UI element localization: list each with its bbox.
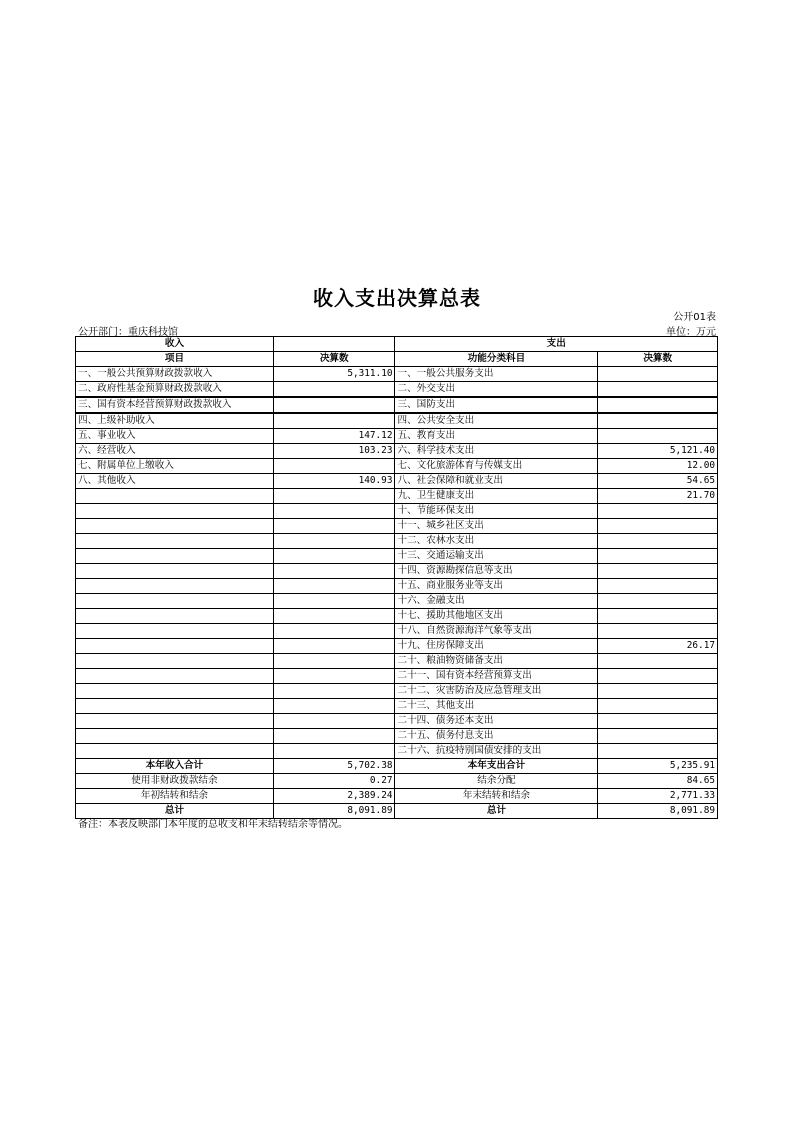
income-item: [76, 504, 274, 519]
income-amount: [273, 669, 395, 684]
income-item: [76, 579, 274, 594]
income-item: [76, 684, 274, 699]
table-row: [76, 504, 718, 519]
expense-amount: [598, 519, 718, 534]
table-row: [76, 444, 718, 459]
income-item: [76, 609, 274, 624]
table-row: [76, 549, 718, 564]
income-item: [76, 654, 274, 669]
expense-amount: [598, 624, 718, 639]
expense-item: 二十四、债务还本支出: [395, 714, 598, 729]
total-income-amount: 2,389.24: [273, 789, 395, 804]
header-row-2: [76, 352, 718, 367]
department-label: 公开部门：重庆科技馆: [78, 327, 178, 338]
total-row: [76, 789, 718, 804]
table-row: [76, 397, 718, 413]
expense-item: 十八、自然资源海洋气象等支出: [395, 624, 598, 639]
table-row: [76, 382, 718, 398]
expense-item: 七、文化旅游体育与传媒支出: [395, 459, 598, 474]
page-title: 收入支出决算总表: [313, 286, 481, 310]
income-item: 六、经营收入: [76, 444, 274, 459]
expense-amount: [598, 367, 718, 382]
expense-header: 支出: [395, 337, 718, 352]
income-item: 一、一般公共预算财政拨款收入: [76, 367, 274, 382]
table-row: [76, 459, 718, 474]
income-item: [76, 564, 274, 579]
expense-item: 二十三、其他支出: [395, 699, 598, 714]
amount-header-2: 决算数: [598, 352, 718, 367]
income-item: 二、政府性基金预算财政拨款收入: [76, 382, 274, 398]
table-row: [76, 519, 718, 534]
income-header: 收入: [76, 337, 274, 352]
expense-amount: [598, 729, 718, 744]
income-item: [76, 489, 274, 504]
income-amount: [273, 534, 395, 549]
expense-item: 十七、援助其他地区支出: [395, 609, 598, 624]
income-item: 三、国有资本经营预算财政拨款收入: [76, 397, 274, 413]
expense-item: 九、卫生健康支出: [395, 489, 598, 504]
expense-amount: [598, 549, 718, 564]
expense-item: 十五、商业服务业等支出: [395, 579, 598, 594]
total-income-label: 年初结转和结余: [76, 789, 274, 804]
total-expense-amount: 84.65: [598, 774, 718, 789]
income-amount: [273, 594, 395, 609]
income-item: [76, 639, 274, 654]
header-blank: [273, 337, 395, 352]
income-amount: [273, 684, 395, 699]
expense-amount: [598, 714, 718, 729]
expense-item: 十二、农林水支出: [395, 534, 598, 549]
total-income-amount: 8,091.89: [273, 804, 395, 819]
total-row: [76, 774, 718, 789]
expense-item: 二十六、抗疫特别国债安排的支出: [395, 744, 598, 759]
income-amount: [273, 744, 395, 759]
footnote: 备注：本表反映部门本年度的总收支和年末结转结余等情况。: [78, 819, 348, 830]
expense-item: 三、国防支出: [395, 397, 598, 413]
expense-amount: 21.70: [598, 489, 718, 504]
expense-amount: [598, 413, 718, 429]
total-income-label: 使用非财政拨款结余: [76, 774, 274, 789]
expense-item: 二十、粮油物资储备支出: [395, 654, 598, 669]
expense-item: 五、教育支出: [395, 429, 598, 444]
total-expense-label: 结余分配: [395, 774, 598, 789]
income-amount: [273, 639, 395, 654]
income-amount: [273, 382, 395, 398]
income-amount: 5,311.10: [273, 367, 395, 382]
total-expense-amount: 2,771.33: [598, 789, 718, 804]
expense-item: 十六、金融支出: [395, 594, 598, 609]
income-amount: [273, 397, 395, 413]
income-amount: [273, 609, 395, 624]
income-amount: [273, 549, 395, 564]
total-expense-amount: 5,235.91: [598, 759, 718, 774]
expense-amount: [598, 699, 718, 714]
expense-amount: [598, 397, 718, 413]
expense-amount: 5,121.40: [598, 444, 718, 459]
income-item: [76, 594, 274, 609]
income-amount: 140.93: [273, 474, 395, 489]
expense-amount: [598, 579, 718, 594]
table-row: [76, 367, 718, 382]
income-item: [76, 699, 274, 714]
expense-item: 八、社会保障和就业支出: [395, 474, 598, 489]
total-income-amount: 5,702.38: [273, 759, 395, 774]
form-number: 公开01表: [673, 312, 716, 323]
table-row: [76, 669, 718, 684]
total-expense-label: 本年支出合计: [395, 759, 598, 774]
item-header: 项目: [76, 352, 274, 367]
income-amount: [273, 714, 395, 729]
total-expense-amount: 8,091.89: [598, 804, 718, 819]
total-expense-label: 年末结转和结余: [395, 789, 598, 804]
total-expense-label: 总计: [395, 804, 598, 819]
expense-amount: [598, 609, 718, 624]
expense-item: 四、公共安全支出: [395, 413, 598, 429]
income-item: [76, 624, 274, 639]
table-row: [76, 564, 718, 579]
income-amount: 103.23: [273, 444, 395, 459]
expense-item: 十三、交通运输支出: [395, 549, 598, 564]
table-row: [76, 654, 718, 669]
table-row: [76, 534, 718, 549]
expense-amount: 54.65: [598, 474, 718, 489]
budget-table: [75, 336, 718, 819]
expense-amount: [598, 684, 718, 699]
income-item: [76, 714, 274, 729]
income-item: 五、事业收入: [76, 429, 274, 444]
expense-amount: [598, 594, 718, 609]
table-row: [76, 729, 718, 744]
income-amount: [273, 579, 395, 594]
income-item: 四、上级补助收入: [76, 413, 274, 429]
table-row: [76, 429, 718, 444]
income-amount: [273, 519, 395, 534]
expense-amount: [598, 744, 718, 759]
expense-item: 二、外交支出: [395, 382, 598, 398]
table-row: [76, 714, 718, 729]
expense-item: 六、科学技术支出: [395, 444, 598, 459]
table-row: [76, 684, 718, 699]
expense-item: 二十五、债务付息支出: [395, 729, 598, 744]
income-amount: [273, 699, 395, 714]
income-item: [76, 669, 274, 684]
total-income-label: 本年收入合计: [76, 759, 274, 774]
expense-item: 十九、住房保障支出: [395, 639, 598, 654]
expense-item: 二十一、国有资本经营预算支出: [395, 669, 598, 684]
income-item: 七、附属单位上缴收入: [76, 459, 274, 474]
expense-item: 十、节能环保支出: [395, 504, 598, 519]
expense-item: 二十二、灾害防治及应急管理支出: [395, 684, 598, 699]
table-row: [76, 474, 718, 489]
expense-amount: [598, 429, 718, 444]
expense-amount: [598, 564, 718, 579]
expense-amount: [598, 669, 718, 684]
expense-item: 一、一般公共服务支出: [395, 367, 598, 382]
table-row: [76, 744, 718, 759]
total-income-label: 总计: [76, 804, 274, 819]
total-income-amount: 0.27: [273, 774, 395, 789]
expense-item: 十四、资源勘探信息等支出: [395, 564, 598, 579]
income-amount: [273, 459, 395, 474]
expense-amount: [598, 654, 718, 669]
expense-item: 十一、城乡社区支出: [395, 519, 598, 534]
table-row: [76, 413, 718, 429]
income-amount: [273, 504, 395, 519]
income-item: 八、其他收入: [76, 474, 274, 489]
income-amount: [273, 624, 395, 639]
table-row: [76, 624, 718, 639]
expense-amount: [598, 534, 718, 549]
income-amount: [273, 564, 395, 579]
table-row: [76, 594, 718, 609]
total-row: [76, 759, 718, 774]
unit-label: 单位：万元: [666, 327, 716, 338]
func-item-header: 功能分类科目: [395, 352, 598, 367]
expense-amount: [598, 382, 718, 398]
income-amount: [273, 413, 395, 429]
table-row: [76, 639, 718, 654]
table-row: [76, 489, 718, 504]
amount-header: 决算数: [273, 352, 395, 367]
income-item: [76, 549, 274, 564]
income-item: [76, 519, 274, 534]
table-row: [76, 579, 718, 594]
income-amount: [273, 489, 395, 504]
income-item: [76, 744, 274, 759]
expense-amount: 26.17: [598, 639, 718, 654]
income-amount: [273, 729, 395, 744]
income-item: [76, 729, 274, 744]
table-row: [76, 699, 718, 714]
income-item: [76, 534, 274, 549]
expense-amount: 12.00: [598, 459, 718, 474]
table-row: [76, 609, 718, 624]
income-amount: 147.12: [273, 429, 395, 444]
expense-amount: [598, 504, 718, 519]
header-row-1: [76, 337, 718, 352]
income-amount: [273, 654, 395, 669]
